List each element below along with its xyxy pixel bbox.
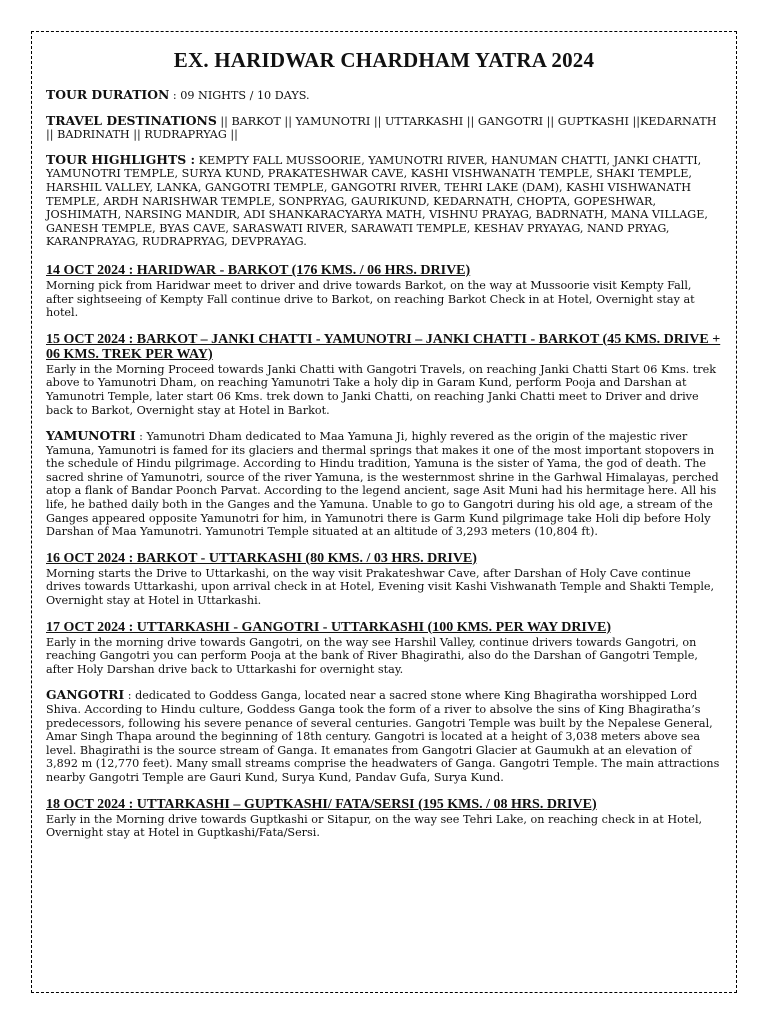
day-description: Morning pick from Haridwar meet to driver and drive towards Barkot, on the way at Mussoorie visit Kempty Fall, after sightseeing of Kempty Fall continue drive to Barkot, on reaching Barkot Check in at Hotel, Overnight stay at hotel. (46, 278, 695, 320)
tour-highlights (46, 153, 722, 249)
day-section (46, 620, 722, 677)
travel-destinations (46, 114, 722, 142)
info-gangotri (46, 688, 722, 784)
travel-destinations-label: TRAVEL DESTINATIONS (46, 112, 217, 128)
travel-destinations-value: || BARKOT || YAMUNOTRI || UTTARKASHI || GANGOTRI || GUPTKASHI ||KEDARNATH || BADRINATH || RUDRAPRYAG || (46, 114, 717, 142)
day-description: Morning starts the Drive to Uttarkashi, on the way visit Prakateshwar Cave, after Darshan of Holy Cave continue drives towards Uttarkashi, upon arrival check in at Hotel, Evening visit Kashi Vishwanath Temple and Shakti Temple, Overnight stay at Hotel in Uttarkashi. (46, 566, 715, 608)
info-label: YAMUNOTRI (46, 428, 136, 444)
day-section (46, 332, 722, 417)
tour-duration-label: TOUR DURATION (46, 87, 170, 102)
info-text: : dedicated to Goddess Ganga, located near a sacred stone where King Bhagiratha worshipped Lord Shiva. According to Hindu culture, Goddess Ganga took the form of a river to absolve the sins of King Bhagiratha’s predecessors, following his severe penance of several centuries. Gangotri Temple was built by the Nepalese General, Amar Singh Thapa around the beginning of 18th century. Gangotri is located at a height of 3,038 meters above sea level. Bhagirathi is the source stream of Ganga. It emanates from Gangotri Glacier at Gaumukh at an elevation of 3,892 m (12,770 feet). Many small streams comprise the headwaters of Ganga. Gangotri Temple. The main attractions nearby Gangotri Temple are Gauri Kund, Surya Kund, Pandav Gufa, Surya Kund. (46, 689, 720, 784)
day-heading: 18 OCT 2024 : UTTARKASHI – GUPTKASHI/ FATA/SERSI (195 KMS. / 08 HRS. DRIVE) (46, 796, 597, 812)
info-label: GANGOTRI (46, 687, 125, 703)
day-section (46, 797, 722, 840)
tour-highlights-value: KEMPTY FALL MUSSOORIE, YAMUNOTRI RIVER, HANUMAN CHATTI, JANKI CHATTI, YAMUNOTRI TEMPLE, SURYA KUND, PRAKATESHWAR CAVE, KASHI VISHWANATH TEMPLE, SHAKI TEMPLE, HARSHIL VALLEY, LANKA, GANGOTRI TEMPLE, GANGOTRI RIVER, TEHRI LAKE (DAM), KASHI VISHWANATH TEMPLE, ARDH NARISHWAR TEMPLE, SONPRYAG, GAURIKUND, KEDARNATH, CHOPTA, GOPESHWAR, JOSHIMATH, NARSING MANDIR, ADI SHANKARACYARYA MATH, VISHNU PRAYAG, BADRNATH, MANA VILLAGE, GANESH TEMPLE, BYAS CAVE, SARASWATI RIVER, SARAWATI TEMPLE, KESHAV PRYAYAG, NAND PRYAG, KARANPRAYAG, RUDRAPRYAG, DEVPRAYAG. (46, 153, 708, 249)
tour-highlights-label: TOUR HIGHLIGHTS : (46, 151, 196, 167)
info-yamunotri (46, 429, 722, 539)
day-description: Early in the Morning Proceed towards Janki Chatti with Gangotri Travels, on reaching Janki Chatti Start 06 Kms. trek above to Yamunotri Dham, on reaching Yamunotri Take a holy dip in Garam Kund, perform Pooja and Darshan at Yamunotri Temple, later start 06 Kms. trek down to Janki Chatti, on reaching Janki Chatti meet to Driver and drive back to Barkot, Overnight stay at Hotel in Barkot. (46, 362, 717, 417)
day-section (46, 551, 722, 608)
info-text: : Yamunotri Dham dedicated to Maa Yamuna Ji, highly revered as the origin of the majestic river Yamuna, Yamunotri is famed for its glaciers and thermal springs that makes it one of the most important stopovers in the schedule of Hindu pilgrimage. According to Hindu tradition, Yamuna is the sister of Yama, the god of death. The sacred shrine of Yamunotri, source of the river Yamuna, is the westernmost shrine in the Garhwal Himalayas, perched atop a flank of Bandar Poonch Parvat. According to the legend ancient, sage Asit Muni had his hermitage here. All his life, he bathed daily both in the Ganges and the Yamuna. Unable to go to Gangotri during his old age, a stream of the Ganges appeared opposite Yamunotri for him, in Yamunotri there is Garm Kund pilgrimage take Holi dip before Holy Darshan of Maa Yamunotri. Yamunotri Temple situated at an altitude of 3,293 meters (10,804 ft). (46, 430, 719, 539)
day-heading: 17 OCT 2024 : UTTARKASHI - GANGOTRI - UTTARKASHI (100 KMS. PER WAY DRIVE) (46, 619, 611, 635)
day-description: Early in the morning drive towards Gangotri, on the way see Harshil Valley, continue drivers towards Gangotri, on reaching Gangotri you can perform Pooja at the bank of River Bhagirathi, also do the Darshan of Gangotri Temple, after Holy Darshan drive back to Uttarkashi for overnight stay. (46, 635, 698, 676)
day-heading: 16 OCT 2024 : BARKOT - UTTARKASHI (80 KMS. / 03 HRS. DRIVE) (46, 550, 477, 566)
day-section (46, 263, 722, 320)
page-title: EX. HARIDWAR CHARDHAM YATRA 2024 (173, 48, 595, 72)
tour-duration (46, 88, 722, 103)
document-page (31, 31, 737, 993)
day-heading: 14 OCT 2024 : HARIDWAR - BARKOT (176 KMS. / 06 HRS. DRIVE) (46, 262, 471, 278)
day-heading: 15 OCT 2024 : BARKOT – JANKI CHATTI - YAMUNOTRI – JANKI CHATTI - BARKOT (45 KMS. DRIVE + 06 KMS. TREK PER WAY) (46, 331, 721, 362)
tour-duration-value: : 09 NIGHTS / 10 DAYS. (169, 89, 310, 102)
day-description: Early in the Morning drive towards Guptkashi or Sitapur, on the way see Tehri Lake, on reaching check in at Hotel, Overnight stay at Hotel in Guptkashi/Fata/Sersi. (46, 812, 703, 840)
